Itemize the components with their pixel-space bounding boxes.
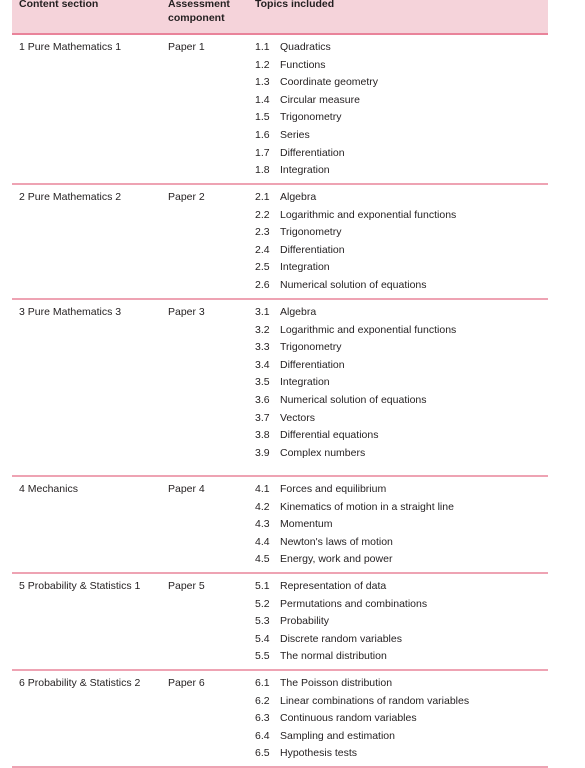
topic-title: Complex numbers — [280, 446, 366, 459]
topic-list — [255, 305, 456, 463]
topic-number: 4.2 — [255, 500, 270, 513]
topic-item — [255, 614, 427, 632]
topic-number: 3.9 — [255, 446, 270, 459]
topic-number: 2.2 — [255, 208, 270, 221]
topic-number: 1.1 — [255, 41, 270, 53]
content-section-name: 3 Pure Mathematics 3 — [19, 306, 122, 318]
topic-list — [255, 579, 427, 667]
topic-item — [255, 243, 456, 261]
topic-item — [255, 446, 456, 464]
topic-item — [255, 163, 378, 181]
topic-number: 1.8 — [255, 164, 270, 177]
topic-number: 3.3 — [255, 341, 270, 354]
topic-title: Numerical solution of equations — [280, 278, 427, 291]
topic-item — [255, 146, 378, 164]
topic-title: Continuous random variables — [280, 712, 417, 725]
topic-title: Functions — [280, 58, 326, 71]
topic-list — [255, 40, 378, 181]
topic-number: 2.1 — [255, 191, 270, 203]
table-header — [12, 0, 548, 35]
topic-number: 3.5 — [255, 376, 270, 389]
content-section-name: 1 Pure Mathematics 1 — [19, 41, 122, 53]
topic-number: 1.5 — [255, 111, 270, 124]
table-row — [12, 300, 548, 477]
topic-item — [255, 597, 427, 615]
topic-title: Logarithmic and exponential functions — [280, 208, 457, 221]
topic-title: Momentum — [280, 518, 333, 531]
topic-number: 2.4 — [255, 243, 270, 256]
topic-number: 1.2 — [255, 58, 270, 71]
topic-title: Discrete random variables — [280, 632, 402, 645]
topic-number: 5.4 — [255, 632, 270, 645]
topic-number: 3.8 — [255, 429, 270, 442]
topic-item — [255, 552, 454, 570]
topic-item — [255, 694, 469, 712]
topic-item — [255, 128, 378, 146]
topic-item — [255, 278, 456, 296]
topic-number: 1.4 — [255, 93, 270, 106]
assessment-component: Paper 3 — [168, 306, 205, 318]
topic-title: Integration — [280, 164, 330, 177]
topic-number: 1.3 — [255, 76, 270, 89]
topic-title: Differentiation — [280, 243, 345, 256]
topic-item — [255, 411, 456, 429]
topic-title: The Poisson distribution — [280, 677, 393, 689]
topic-number: 1.7 — [255, 146, 270, 159]
topic-number: 5.1 — [255, 580, 270, 592]
topic-item — [255, 711, 469, 729]
topic-item — [255, 746, 469, 764]
topic-title: Integration — [280, 376, 330, 389]
topic-title: Vectors — [280, 411, 316, 424]
content-section-name: 6 Probability & Statistics 2 — [19, 677, 141, 689]
topic-item — [255, 260, 456, 278]
table-row — [12, 574, 548, 671]
topic-item — [255, 75, 378, 93]
table-row — [12, 671, 548, 768]
table-row — [12, 185, 548, 300]
content-section-name: 4 Mechanics — [19, 483, 78, 495]
topic-number: 3.4 — [255, 358, 270, 371]
topic-item — [255, 649, 427, 667]
topic-number: 4.5 — [255, 553, 270, 566]
assessment-component: Paper 1 — [168, 41, 205, 53]
topic-number: 3.6 — [255, 393, 270, 406]
topic-item — [255, 579, 427, 597]
topic-title: Differentiation — [280, 146, 345, 159]
table-body — [12, 35, 548, 768]
topic-number: 5.5 — [255, 650, 270, 663]
table-row — [12, 35, 548, 185]
topic-number: 6.3 — [255, 712, 270, 725]
topic-item — [255, 93, 378, 111]
topic-list — [255, 676, 469, 764]
topic-title: Trigonometry — [280, 226, 342, 239]
topic-title: Kinematics of motion in a straight line — [280, 500, 454, 513]
topic-item — [255, 729, 469, 747]
topic-title: Algebra — [280, 306, 317, 318]
topic-title: Newton's laws of motion — [280, 535, 393, 548]
topic-number: 4.3 — [255, 518, 270, 531]
assessment-component: Paper 5 — [168, 580, 205, 592]
topic-title: Hypothesis tests — [280, 747, 358, 760]
topic-title: Sampling and estimation — [280, 729, 395, 742]
topic-item — [255, 676, 469, 694]
topic-item — [255, 358, 456, 376]
topic-title: Differential equations — [280, 429, 379, 442]
topic-number: 6.1 — [255, 677, 270, 689]
syllabus-table — [12, 0, 548, 768]
assessment-component: Paper 4 — [168, 483, 205, 495]
topic-number: 2.3 — [255, 226, 270, 239]
topic-item — [255, 305, 456, 323]
topic-title: Algebra — [280, 191, 317, 203]
topic-item — [255, 482, 454, 500]
topic-item — [255, 58, 378, 76]
topic-title: Permutations and combinations — [280, 597, 428, 610]
topic-title: Trigonometry — [280, 341, 342, 354]
topic-number: 3.2 — [255, 323, 270, 336]
topic-item — [255, 632, 427, 650]
table-row — [12, 477, 548, 574]
topic-title: Linear combinations of random variables — [280, 694, 470, 707]
topic-number: 6.4 — [255, 729, 270, 742]
topic-number: 2.6 — [255, 278, 270, 291]
topic-item — [255, 428, 456, 446]
topic-item — [255, 535, 454, 553]
topic-title: Logarithmic and exponential functions — [280, 323, 457, 336]
assessment-component: Paper 6 — [168, 677, 205, 689]
topic-list — [255, 482, 454, 570]
topic-item — [255, 225, 456, 243]
header-topics-included: Topics included — [255, 0, 335, 10]
topic-title: Circular measure — [280, 93, 360, 106]
topic-number: 6.2 — [255, 694, 270, 707]
topic-item — [255, 375, 456, 393]
topic-item — [255, 190, 456, 208]
topic-title: Coordinate geometry — [280, 76, 379, 89]
topic-number: 6.5 — [255, 747, 270, 760]
topic-item — [255, 208, 456, 226]
content-section-name: 5 Probability & Statistics 1 — [19, 580, 141, 592]
topic-item — [255, 517, 454, 535]
topic-item — [255, 323, 456, 341]
topic-title: Differentiation — [280, 358, 345, 371]
topic-number: 3.7 — [255, 411, 270, 424]
topic-number: 5.3 — [255, 615, 270, 628]
topic-item — [255, 500, 454, 518]
topic-list — [255, 190, 456, 296]
header-assessment-component: Assessment component — [168, 0, 230, 24]
topic-title: Trigonometry — [280, 111, 342, 124]
topic-number: 5.2 — [255, 597, 270, 610]
topic-title: Forces and equilibrium — [280, 483, 387, 495]
topic-item — [255, 40, 378, 58]
topic-item — [255, 393, 456, 411]
topic-item — [255, 340, 456, 358]
topic-title: The normal distribution — [280, 650, 387, 663]
topic-title: Representation of data — [280, 580, 387, 592]
topic-item — [255, 110, 378, 128]
topic-number: 4.1 — [255, 483, 270, 495]
topic-title: Probability — [280, 615, 330, 628]
topic-number: 3.1 — [255, 306, 270, 318]
topic-title: Series — [280, 128, 310, 141]
topic-number: 4.4 — [255, 535, 270, 548]
content-section-name: 2 Pure Mathematics 2 — [19, 191, 122, 203]
topic-number: 2.5 — [255, 261, 270, 274]
topic-title: Quadratics — [280, 41, 331, 53]
header-content-section: Content section — [19, 0, 99, 10]
topic-title: Energy, work and power — [280, 553, 393, 566]
topic-number: 1.6 — [255, 128, 270, 141]
topic-title: Integration — [280, 261, 330, 274]
assessment-component: Paper 2 — [168, 191, 205, 203]
topic-title: Numerical solution of equations — [280, 393, 427, 406]
